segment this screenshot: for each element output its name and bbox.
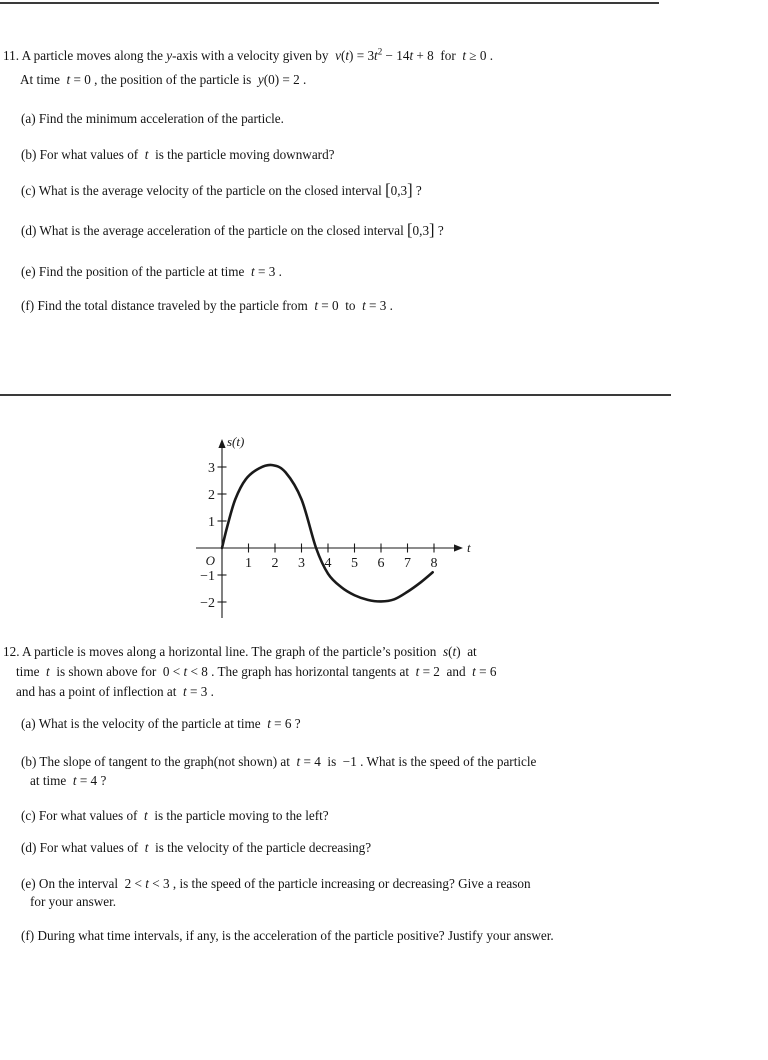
y-axis-title: s(t)	[227, 434, 245, 449]
problem-12-part-e-line-2: for your answer.	[30, 894, 117, 909]
problem-12-part-f: (f) During what time intervals, if any, is the acceleration of the particle positive? Justify your answer.	[21, 928, 554, 943]
problem-12-statement-line-1: 12. A particle is moves along a horizontal line. The graph of the particle’s position s(t) at	[3, 644, 477, 659]
position-time-graph	[150, 425, 490, 635]
x-tick-label: 5	[351, 556, 358, 571]
problem-12-part-d: (d) For what values of t is the velocity of the particle decreasing?	[21, 840, 372, 855]
position-curve	[222, 465, 433, 602]
x-axis-title: t	[467, 540, 471, 555]
y-tick-label: −2	[200, 596, 215, 611]
y-tick-label: 3	[208, 461, 215, 476]
x-tick-label: 8	[430, 556, 438, 571]
problem-12-part-b-line-1: (b) The slope of tangent to the graph(not shown) at t = 4 is −1 . What is the speed of the particle	[21, 754, 537, 769]
y-tick-label: −1	[200, 569, 215, 584]
y-axis-arrow	[218, 439, 225, 448]
x-tick-label: 1	[245, 556, 252, 571]
x-axis-arrow	[454, 544, 463, 551]
y-tick-label: 2	[208, 488, 215, 503]
x-tick-label: 3	[298, 556, 305, 571]
problem-11-part-d: (d) What is the average acceleration of the particle on the closed interval [0,3] ?	[21, 220, 444, 239]
problem-11-part-f: (f) Find the total distance traveled by the particle from t = 0 to t = 3 .	[21, 298, 393, 313]
x-tick-label: 7	[404, 556, 411, 571]
graph-canvas	[150, 425, 490, 631]
problem-11-statement-line-1: 11. A particle moves along the y-axis with a velocity given by $v(t) = 3t^2 - 14t + 8$ for t ≥ 0 .	[3, 46, 494, 63]
x-tick-label: 2	[271, 556, 279, 571]
problem-11-part-b: (b) For what values of t is the particle moving downward?	[21, 147, 335, 162]
problem-11-part-e: (e) Find the position of the particle at time t = 3 .	[21, 264, 282, 279]
problem-12-part-b-line-2: at time t = 4 ?	[30, 773, 107, 788]
problem-12-part-e-line-1: (e) On the interval 2 < t < 3 , is the speed of the particle increasing or decreasing? Give a reason	[21, 876, 531, 891]
problem-12-statement-line-2: time t is shown above for 0 < t < 8 . The graph has horizontal tangents at t = 2 and t = 6	[16, 664, 497, 679]
y-tick-label: 1	[208, 515, 215, 530]
section-divider-rule	[0, 394, 671, 396]
problem-12-statement-line-3: and has a point of inflection at t = 3 .	[16, 684, 214, 699]
problem-11-part-a: (a) Find the minimum acceleration of the particle.	[21, 111, 284, 126]
problem-12-part-a: (a) What is the velocity of the particle at time t = 6 ?	[21, 716, 301, 731]
origin-label: O	[205, 553, 215, 568]
problem-12-part-c: (c) For what values of t is the particle moving to the left?	[21, 808, 329, 823]
x-tick-label: 4	[324, 556, 332, 571]
problem-11-statement-line-2: At time t = 0 , the position of the particle is y(0) = 2 .	[20, 72, 307, 87]
top-rule	[0, 2, 659, 4]
x-tick-label: 6	[377, 556, 385, 571]
problem-11-part-c: (c) What is the average velocity of the particle on the closed interval [0,3] ?	[21, 180, 422, 199]
